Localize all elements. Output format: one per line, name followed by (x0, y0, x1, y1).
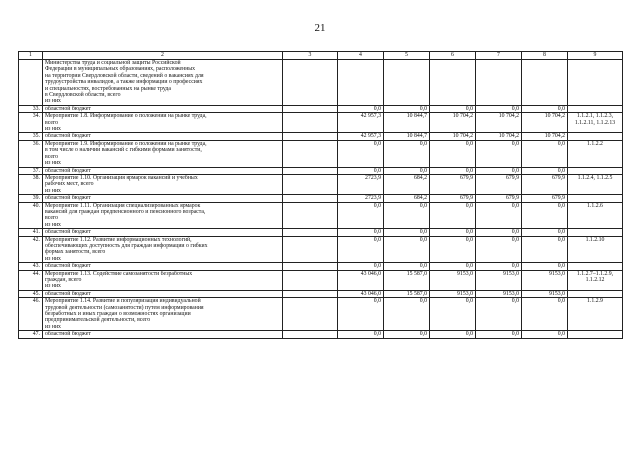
description-line: из них (45, 255, 61, 262)
row-number: 35. (19, 133, 43, 140)
target-indicator: 1.1.2.1, 1.1.2.3, 1.1.2.11, 1.1.2.13 (568, 113, 623, 133)
target-indicator (568, 331, 623, 338)
c6-value: 0,0 (430, 105, 476, 112)
table-row (19, 229, 623, 236)
row-number: 39. (19, 195, 43, 202)
description-line: граждан, всего (45, 277, 82, 283)
c5-value: 10 844,7 (384, 133, 430, 140)
target-indicator: 1.1.2.7–1.1.2.9, 1.1.2.12 (568, 270, 623, 290)
target-indicator (568, 133, 623, 140)
header-cell: 4 (338, 52, 384, 60)
description-line: трудовой деятельности (самозанятости) путем информирования (45, 304, 204, 311)
col3-value (283, 60, 338, 106)
row-description (43, 331, 283, 338)
c4-value: 0,0 (338, 140, 384, 167)
target-indicator (568, 195, 623, 202)
table-row (19, 202, 623, 229)
row-description (43, 270, 283, 290)
row-number: 44. (19, 270, 43, 290)
description-line: областной бюджет (45, 290, 91, 297)
c8-value: 10 704,2 (522, 113, 568, 133)
row-number: 41. (19, 229, 43, 236)
c7-value: 10 704,2 (476, 133, 522, 140)
row-description (43, 229, 283, 236)
c6-value: 0,0 (430, 229, 476, 236)
c7-value: 679,9 (476, 174, 522, 194)
row-description (43, 236, 283, 263)
row-description (43, 133, 283, 140)
row-number: 43. (19, 263, 43, 270)
description-line: и специальностях, востребованных на рынке труда (45, 85, 171, 92)
c8-value: 0,0 (522, 298, 568, 331)
description-line: областной бюджет (45, 331, 91, 338)
c7-value: 10 704,2 (476, 113, 522, 133)
page-number: 21 (314, 22, 326, 34)
c7-value: 0,0 (476, 331, 522, 338)
c6-value: 0,0 (430, 331, 476, 338)
c5-value: 0,0 (384, 229, 430, 236)
row-number (19, 60, 43, 106)
description-line: Мероприятие 1.11. Организация специализированных ярмарок (45, 202, 201, 209)
row-number: 33. (19, 105, 43, 112)
c5-value: 0,0 (384, 105, 430, 112)
description-line: всего (45, 215, 59, 222)
description-line: областной бюджет (45, 195, 91, 202)
c6-value: 679,9 (430, 174, 476, 194)
row-number: 34. (19, 113, 43, 133)
c6-value: 679,9 (430, 195, 476, 202)
c8-value: 9153,0 (522, 270, 568, 290)
description-line: трудоустройства инвалидов, а также информации о профессиях (45, 79, 203, 86)
header-cell: 3 (283, 52, 338, 60)
c5-value: 0,0 (384, 298, 430, 331)
row-number: 37. (19, 167, 43, 174)
c5-value: 10 844,7 (384, 113, 430, 133)
c8-value: 0,0 (522, 229, 568, 236)
description-line: предпринимательской деятельности, всего (45, 317, 151, 324)
col3-value (283, 167, 338, 174)
description-line: из них (45, 221, 61, 228)
description-line: вакансий для граждан предпенсионного и пенсионного возраста, (45, 208, 206, 215)
c4-value: 0,0 (338, 229, 384, 236)
description-line: областной бюджет (45, 263, 91, 270)
row-number: 38. (19, 174, 43, 194)
description-line: всего (45, 153, 59, 160)
description-line: из них (45, 160, 61, 167)
description-line: областной бюджет (45, 133, 91, 140)
col3-value (283, 263, 338, 270)
c7-value: 9153,0 (476, 270, 522, 290)
header-cell: 9 (568, 52, 623, 60)
c7-value: 0,0 (476, 202, 522, 229)
description-line: в Свердловской области, всего (45, 92, 121, 99)
header-cell: 1 (19, 52, 43, 60)
col3-value (283, 229, 338, 236)
target-indicator (568, 60, 623, 106)
row-number: 42. (19, 236, 43, 263)
c6-value (430, 60, 476, 106)
description-line: всего (45, 119, 59, 126)
row-description (43, 140, 283, 167)
header-cell: 2 (43, 52, 283, 60)
c5-value: 15 587,0 (384, 290, 430, 297)
row-number: 45. (19, 290, 43, 297)
c6-value: 0,0 (430, 263, 476, 270)
description-line: из них (45, 187, 61, 194)
description-line: из них (45, 323, 61, 330)
header-cell: 5 (384, 52, 430, 60)
description-line: Мероприятие 1.10. Организация ярмарок вакансий и учебных (45, 174, 198, 181)
c4-value: 43 046,0 (338, 270, 384, 290)
c8-value: 0,0 (522, 263, 568, 270)
row-description (43, 113, 283, 133)
col3-value (283, 105, 338, 112)
description-line: областной бюджет (45, 167, 91, 174)
header-cell: 8 (522, 52, 568, 60)
table-row (19, 113, 623, 133)
description-line: обеспечивающих доступность для граждан информации о гибких (45, 242, 208, 249)
c7-value: 0,0 (476, 105, 522, 112)
c8-value: 0,0 (522, 236, 568, 263)
c6-value: 0,0 (430, 298, 476, 331)
col3-value (283, 113, 338, 133)
c6-value: 0,0 (430, 140, 476, 167)
table-row (19, 174, 623, 194)
c4-value: 0,0 (338, 298, 384, 331)
c4-value (338, 60, 384, 106)
c4-value: 0,0 (338, 263, 384, 270)
c6-value: 10 704,2 (430, 113, 476, 133)
description-line: Мероприятие 1.13. Содействие самозанятости безработных (45, 270, 193, 277)
row-description (43, 105, 283, 112)
description-line: формах занятости, всего (45, 249, 106, 256)
c7-value: 9153,0 (476, 290, 522, 297)
col3-value (283, 236, 338, 263)
c5-value: 0,0 (384, 263, 430, 270)
budget-table (18, 51, 623, 339)
target-indicator (568, 167, 623, 174)
row-description (43, 167, 283, 174)
c4-value: 0,0 (338, 105, 384, 112)
c4-value: 0,0 (338, 202, 384, 229)
c7-value: 0,0 (476, 140, 522, 167)
c5-value: 0,0 (384, 331, 430, 338)
c4-value: 43 046,0 (338, 290, 384, 297)
c7-value: 0,0 (476, 298, 522, 331)
c8-value: 9153,0 (522, 290, 568, 297)
description-line: Мероприятие 1.8. Информирование о положении на рынке труда, (45, 113, 207, 120)
c8-value: 679,9 (522, 174, 568, 194)
c4-value: 42 957,3 (338, 113, 384, 133)
header-row (19, 52, 623, 60)
c6-value: 10 704,2 (430, 133, 476, 140)
c5-value (384, 60, 430, 106)
row-number: 46. (19, 298, 43, 331)
table-row (19, 298, 623, 331)
c4-value: 2723,9 (338, 195, 384, 202)
c6-value: 9153,0 (430, 270, 476, 290)
c5-value: 0,0 (384, 202, 430, 229)
c8-value (522, 60, 568, 106)
header-cell: 7 (476, 52, 522, 60)
row-description (43, 195, 283, 202)
c4-value: 0,0 (338, 331, 384, 338)
target-indicator (568, 263, 623, 270)
c6-value: 0,0 (430, 167, 476, 174)
c8-value: 0,0 (522, 202, 568, 229)
row-number: 36. (19, 140, 43, 167)
target-indicator: 1.1.2.6 (568, 202, 623, 229)
target-indicator: 1.1.2.4, 1.1.2.5 (568, 174, 623, 194)
description-line: рабочих мест, всего (45, 181, 94, 188)
row-number: 47. (19, 331, 43, 338)
description-line: Мероприятие 1.14. Развитие и популяризация индивидуальной (45, 298, 201, 305)
col3-value (283, 290, 338, 297)
target-indicator (568, 105, 623, 112)
table-row (19, 105, 623, 112)
row-description (43, 263, 283, 270)
c7-value: 0,0 (476, 229, 522, 236)
c8-value: 10 704,2 (522, 133, 568, 140)
description-line: Министерства труда и социальной защиты Российской (45, 60, 181, 66)
c4-value: 42 957,3 (338, 133, 384, 140)
c8-value: 0,0 (522, 167, 568, 174)
target-indicator (568, 290, 623, 297)
c4-value: 2723,9 (338, 174, 384, 194)
col3-value (283, 202, 338, 229)
c8-value: 679,9 (522, 195, 568, 202)
c5-value: 15 587,0 (384, 270, 430, 290)
c7-value: 0,0 (476, 263, 522, 270)
table-row (19, 140, 623, 167)
col3-value (283, 298, 338, 331)
row-number: 40. (19, 202, 43, 229)
c5-value: 0,0 (384, 167, 430, 174)
table-row (19, 236, 623, 263)
c7-value (476, 60, 522, 106)
c8-value: 0,0 (522, 105, 568, 112)
description-line: Мероприятие 1.9. Информирование о положении на рынке труда, (45, 140, 207, 147)
target-indicator: 1.1.2.2 (568, 140, 623, 167)
target-indicator: 1.1.2.9 (568, 298, 623, 331)
c6-value: 9153,0 (430, 290, 476, 297)
table-row (19, 331, 623, 338)
col3-value (283, 331, 338, 338)
description-line: в том числе о наличии вакансий с гибкими формами занятости, (45, 147, 202, 154)
row-description (43, 290, 283, 297)
description-line: из них (45, 283, 61, 290)
c5-value: 684,2 (384, 195, 430, 202)
c7-value: 0,0 (476, 167, 522, 174)
col3-value (283, 195, 338, 202)
target-indicator: 1.1.2.10 (568, 236, 623, 263)
table-row (19, 133, 623, 140)
c6-value: 0,0 (430, 236, 476, 263)
table-row (19, 167, 623, 174)
row-description (43, 60, 283, 106)
table-row (19, 290, 623, 297)
c5-value: 0,0 (384, 140, 430, 167)
c5-value: 684,2 (384, 174, 430, 194)
description-line: Мероприятие 1.12. Развитие информационных технологий, (45, 236, 192, 243)
c6-value: 0,0 (430, 202, 476, 229)
table-row (19, 263, 623, 270)
description-line: Федерации в муниципальных образованиях, расположенных (45, 66, 196, 73)
c7-value: 679,9 (476, 195, 522, 202)
description-line: из них (45, 98, 61, 105)
row-description (43, 202, 283, 229)
header-cell: 6 (430, 52, 476, 60)
target-indicator (568, 229, 623, 236)
description-line: областной бюджет (45, 105, 91, 112)
table-row (19, 270, 623, 290)
col3-value (283, 174, 338, 194)
c4-value: 0,0 (338, 167, 384, 174)
table-row (19, 60, 623, 106)
c8-value: 0,0 (522, 140, 568, 167)
col3-value (283, 140, 338, 167)
c5-value: 0,0 (384, 236, 430, 263)
c4-value: 0,0 (338, 236, 384, 263)
row-description (43, 298, 283, 331)
c7-value: 0,0 (476, 236, 522, 263)
col3-value (283, 270, 338, 290)
c8-value: 0,0 (522, 331, 568, 338)
description-line: на территории Свердловской области, сведений о вакансиях для (45, 72, 204, 79)
table-row (19, 195, 623, 202)
col3-value (283, 133, 338, 140)
description-line: из них (45, 126, 61, 133)
row-description (43, 174, 283, 194)
description-line: безработных и иных граждан о возможностях организации (45, 311, 191, 318)
description-line: областной бюджет (45, 229, 91, 236)
